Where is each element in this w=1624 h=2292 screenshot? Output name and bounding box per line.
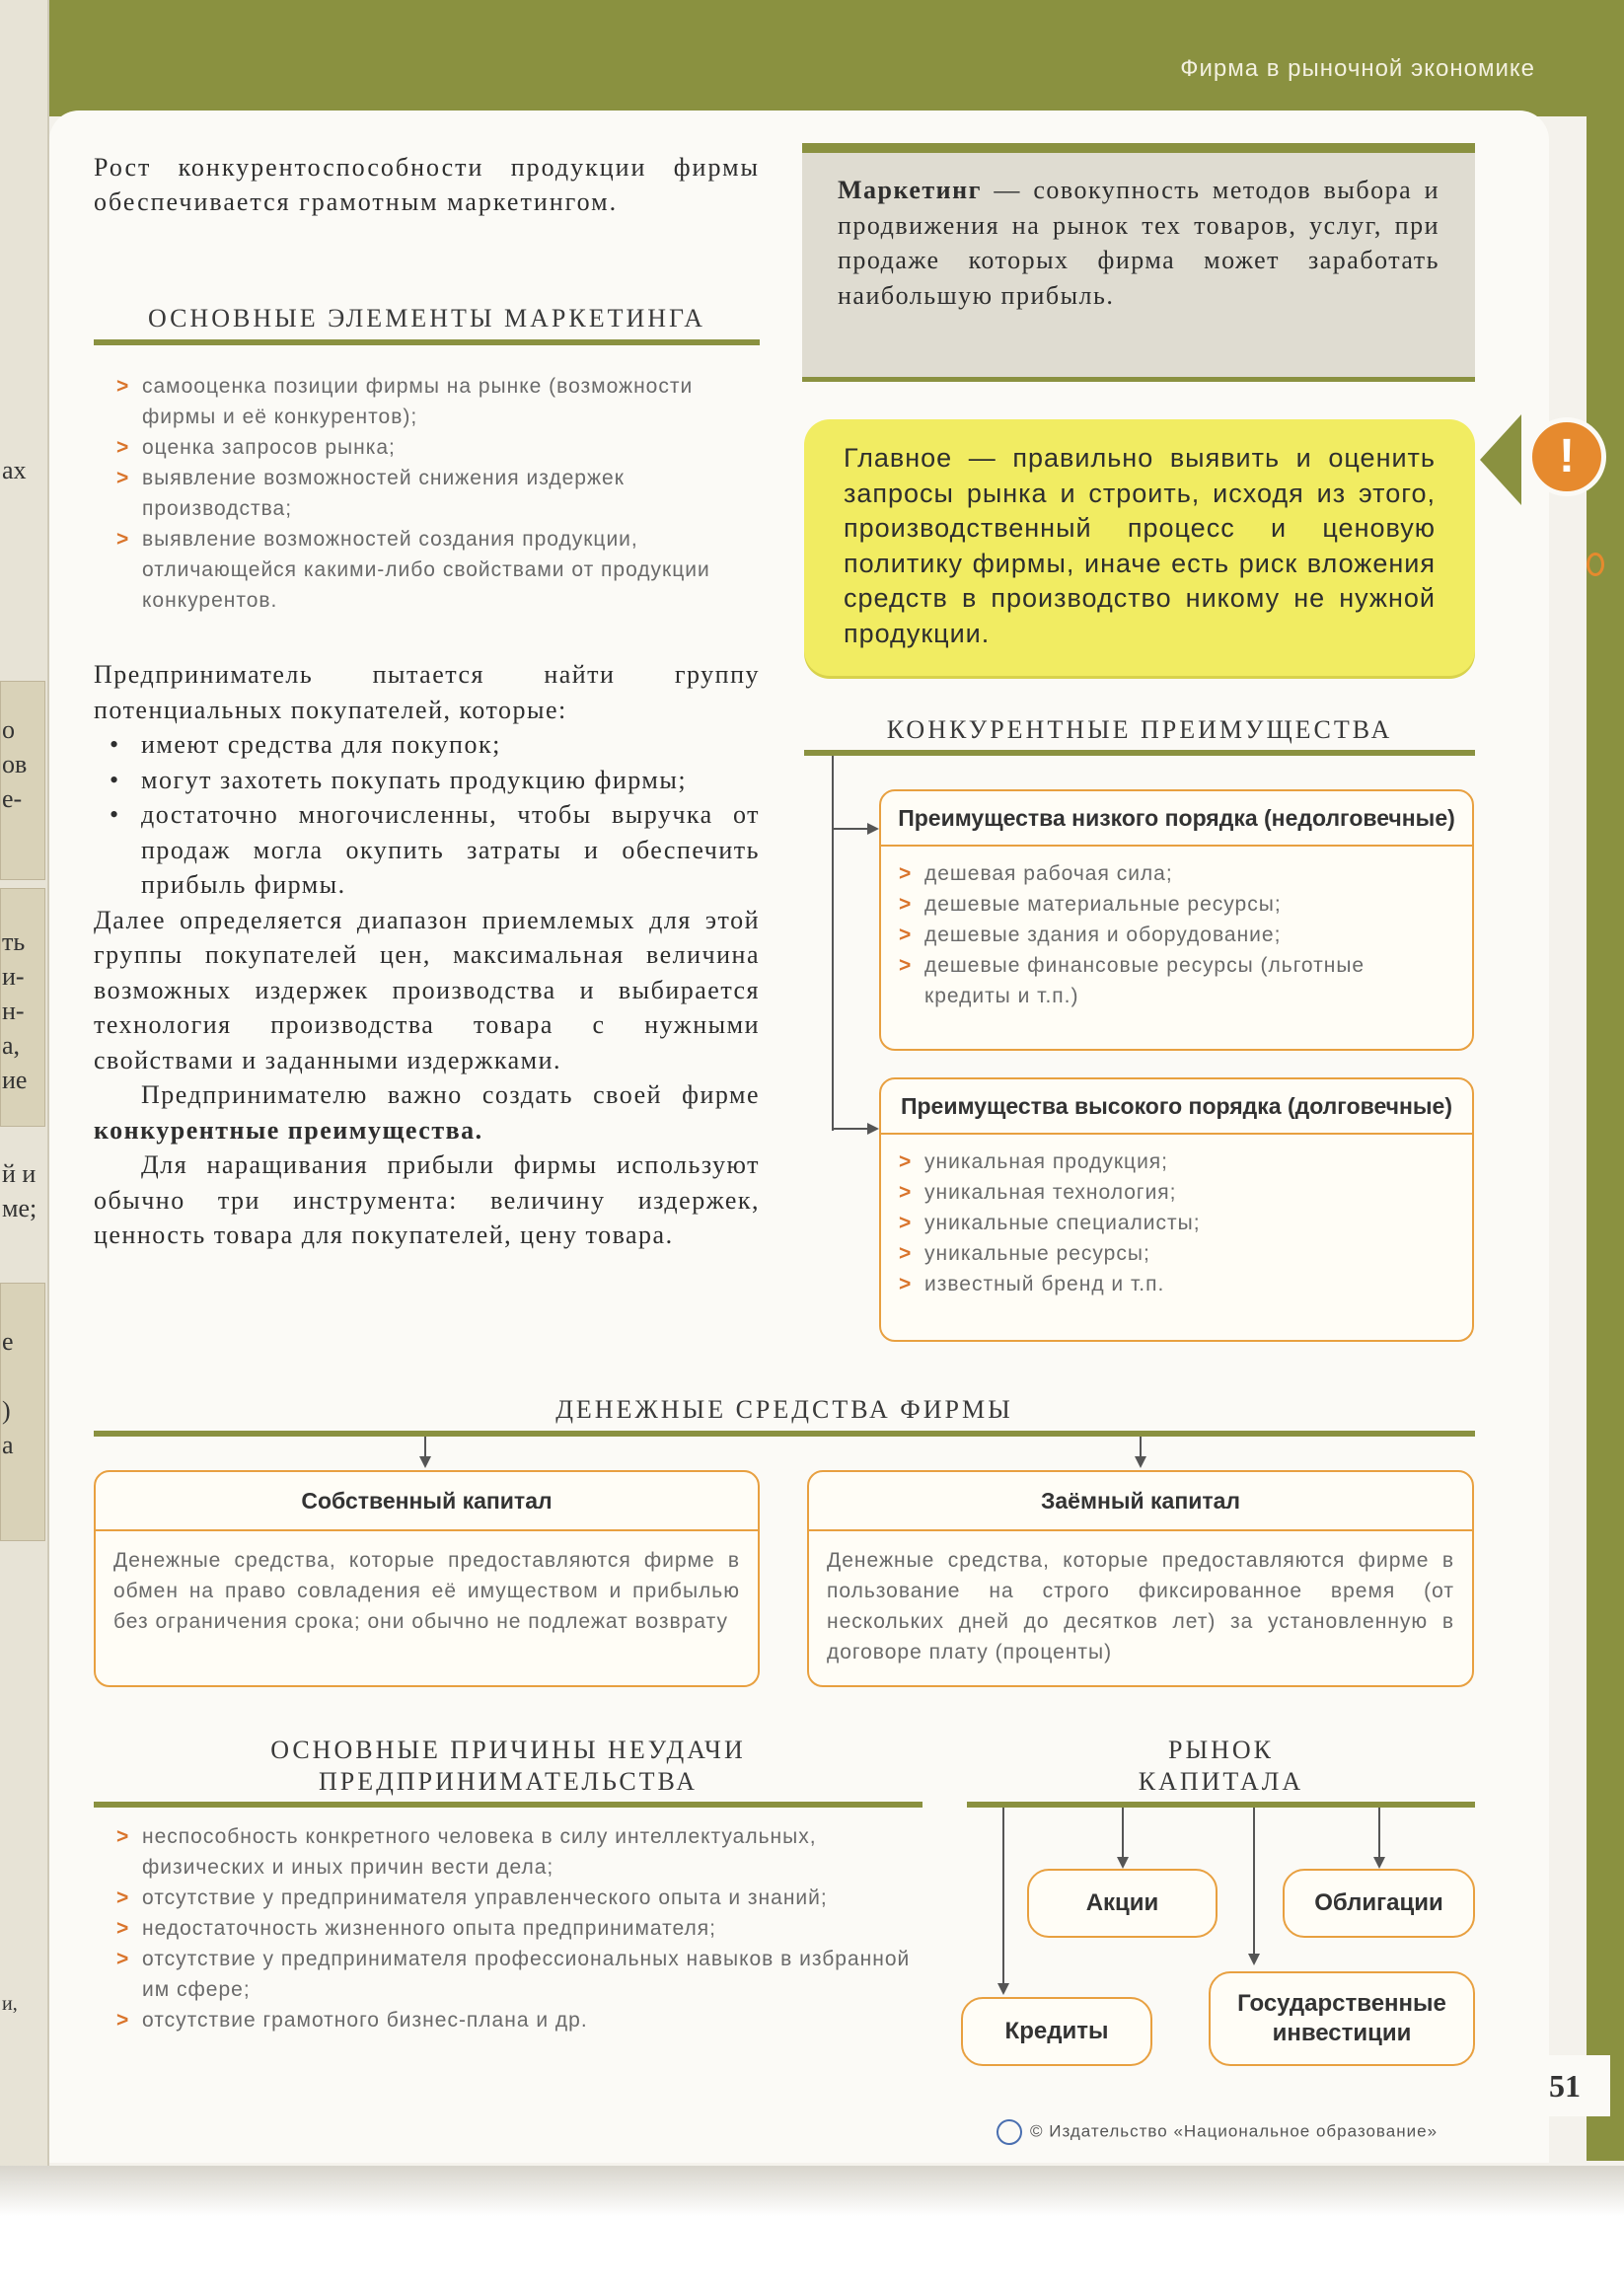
chevron-right-icon: > [116, 467, 130, 489]
arrow-down-icon [1135, 1456, 1146, 1468]
connector-line [1122, 1808, 1124, 1859]
list-item: > оценка запросов рынка; [116, 432, 763, 463]
list-item: > отсутствие у предпринимателя профессиональных навыков в избранной им сфере; [116, 1944, 925, 2005]
section-rule [94, 1802, 923, 1808]
box-title: Заёмный капитал [809, 1472, 1472, 1531]
prev-page-fragment: ) [2, 1396, 11, 1425]
list-item: > дешевые здания и оборудование; [899, 920, 1454, 950]
paragraph: Для наращивания прибыли фирмы используют обычно три инструмента: величину издержек, ценность товара для покупателей, цену товара. [94, 1150, 760, 1249]
list-item: > самооценка позиции фирмы на рынке (возможности фирмы и её конкурентов); [116, 371, 763, 432]
competitive-title: КОНКУРЕНТНЫЕ ПРЕИМУЩЕСТВА [886, 715, 1393, 744]
arrow-down-icon [1117, 1857, 1129, 1869]
previous-page-edge [0, 0, 49, 2171]
arrow-down-icon [419, 1456, 431, 1468]
section-rule [94, 339, 760, 345]
money-title: ДЕНЕЖНЫЕ СРЕДСТВА ФИРМЫ [555, 1395, 1013, 1424]
list-item: > выявление возможностей снижения издержек производства; [116, 463, 763, 524]
high-order-advantages-box [879, 1077, 1474, 1342]
chevron-right-icon: > [899, 893, 913, 916]
chevron-right-icon: > [899, 1273, 913, 1295]
key-note-box: Главное — правильно выявить и оценить запросы рынка и строить, исходя из этого, производственный процесс и ценовую политику фирмы, иначе есть риск вложения средств в производство никому не нужной продукции. [804, 419, 1475, 676]
list-item: > недостаточность жизненного опыта предпринимателя; [116, 1913, 925, 1944]
prev-page-fragment: н- [2, 997, 25, 1025]
right-margin-band [1587, 99, 1624, 2161]
list-item: • могут захотеть покупать продукцию фирмы; [94, 763, 760, 798]
marketing-elements-title: ОСНОВНЫЕ ЭЛЕМЕНТЫ МАРКЕТИНГА [147, 304, 706, 333]
prev-page-tab [0, 681, 45, 880]
connector-line [1253, 1808, 1255, 1956]
prev-page-fragment: и- [2, 962, 25, 991]
chevron-right-icon: > [116, 2009, 130, 2032]
box-title: Преимущества высокого порядка (долговечные) [881, 1079, 1472, 1135]
chevron-right-icon: > [899, 924, 913, 946]
box-title: Преимущества низкого порядка (недолговечные) [881, 791, 1472, 847]
list-item: • достаточно многочисленны, чтобы выручка от продаж могла окупить затраты и обеспечить прибыль фирмы. [94, 797, 760, 903]
chevron-right-icon: > [899, 1212, 913, 1234]
publisher-logo-icon [997, 2119, 1022, 2145]
connector-line [832, 1128, 869, 1130]
connector-line [1140, 1437, 1142, 1458]
credits-box: Кредиты [961, 1997, 1152, 2066]
buyer-criteria-list [94, 727, 760, 903]
bullet-icon: • [110, 730, 120, 759]
low-order-list [881, 847, 1472, 1023]
failure-reasons-list [116, 1821, 925, 2035]
page-number: 51 [1519, 2055, 1610, 2116]
page-bottom-shadow [0, 2166, 1624, 2292]
marketing-elements-list [116, 371, 763, 616]
chevron-right-icon: > [116, 1948, 130, 1970]
paragraph: Далее определяется диапазон приемлемых для этой группы покупателей цен, максимальная величина возможных издержек производства и выбирается технология производства товара с нужными свойствами и заданными издержками. [94, 905, 760, 1074]
list-item: > известный бренд и т.п. [899, 1269, 1454, 1299]
prev-page-fragment: ме; [2, 1194, 37, 1222]
list-item: > уникальные ресурсы; [899, 1238, 1454, 1269]
chevron-right-icon: > [116, 375, 130, 398]
bold-term: конкурентные преимущества. [94, 1115, 483, 1145]
own-capital-box [94, 1470, 760, 1687]
list-item: > уникальная технология; [899, 1177, 1454, 1208]
prev-page-fragment: а, [2, 1031, 21, 1060]
state-investments-box: Государственные инвестиции [1209, 1971, 1475, 2066]
section-rule [94, 1431, 1475, 1437]
list-item: • имеют средства для покупок; [94, 727, 760, 763]
box-text: Денежные средства, которые предоставляются фирме в обмен на право совладения её имуществом и прибылью без ограничения срока; они обычно не подлежат возврату [113, 1549, 740, 1633]
chevron-right-icon: > [899, 862, 913, 885]
chevron-right-icon: > [116, 1825, 130, 1848]
chevron-right-icon: > [899, 1242, 913, 1265]
running-header: Фирма в рыночной экономике [1180, 55, 1535, 82]
arrow-right-icon [867, 823, 879, 835]
arrow-down-icon [1248, 1954, 1260, 1965]
chevron-right-icon: > [899, 1181, 913, 1204]
copyright: © Издательство «Национальное образование» [997, 2119, 1438, 2145]
chevron-right-icon: > [116, 1886, 130, 1909]
list-item: > отсутствие грамотного бизнес-плана и др. [116, 2005, 925, 2035]
prev-page-fragment: е [2, 1327, 14, 1356]
prev-page-fragment: е- [2, 784, 23, 813]
definition-box [802, 143, 1475, 382]
list-item: > неспособность конкретного человека в силу интеллектуальных, физических и иных причин вести дела; [116, 1821, 925, 1883]
bullet-icon: • [110, 800, 120, 829]
bonds-box: Облигации [1283, 1869, 1475, 1938]
prev-page-fragment: ах [2, 456, 27, 484]
list-item: > дешевые материальные ресурсы; [899, 889, 1454, 920]
list-item: > дешевые финансовые ресурсы (льготные кредиты и т.п.) [899, 950, 1454, 1011]
prev-page-fragment: ие [2, 1066, 28, 1094]
connector-line [832, 828, 869, 830]
body-text [94, 657, 760, 1253]
chevron-right-icon: > [899, 1150, 913, 1173]
borrowed-capital-box [807, 1470, 1474, 1687]
arrow-right-icon [867, 1123, 879, 1135]
high-order-list [881, 1135, 1472, 1311]
prev-page-fragment: а [2, 1431, 14, 1459]
connector-line [832, 756, 834, 1131]
chevron-right-icon: > [116, 436, 130, 459]
section-rule [804, 750, 1475, 756]
intro-paragraph: Рост конкурентоспособности продукции фирмы обеспечивается грамотным маркетингом. [94, 153, 760, 216]
bullet-icon: • [110, 765, 120, 794]
box-title: Собственный капитал [96, 1472, 758, 1531]
definition-text: — совокупность методов выбора и продвижения на рынок тех товаров, услуг, при продаже которых фирма может заработать наибольшую прибыль. [838, 176, 1439, 310]
list-item: > уникальная продукция; [899, 1146, 1454, 1177]
prev-page-fragment: о [2, 715, 15, 744]
list-item: > выявление возможностей создания продукции, отличающейся какими-либо свойствами от продукции конкурентов. [116, 524, 763, 616]
chevron-right-icon: > [899, 954, 913, 977]
margin-marker-icon [1587, 553, 1604, 576]
paragraph: Предприниматель пытается найти группу потенциальных покупателей, которые: [94, 660, 760, 724]
shares-box: Акции [1027, 1869, 1218, 1938]
exclamation-icon: ! [1527, 417, 1606, 496]
list-item: > уникальные специалисты; [899, 1208, 1454, 1238]
capital-market-title: РЫНОК КАПИТАЛА [1138, 1736, 1304, 1796]
low-order-advantages-box [879, 789, 1474, 1051]
prev-page-fragment: и, [2, 1993, 18, 2015]
prev-page-fragment: й и [2, 1159, 37, 1188]
chevron-right-icon: > [116, 1917, 130, 1940]
arrow-down-icon [1373, 1857, 1385, 1869]
prev-page-fragment: ть [2, 927, 26, 956]
list-item: > дешевая рабочая сила; [899, 858, 1454, 889]
list-item: > отсутствие у предпринимателя управленческого опыта и знаний; [116, 1883, 925, 1913]
chevron-right-icon: > [116, 528, 130, 551]
failure-title: ОСНОВНЫЕ ПРИЧИНЫ НЕУДАЧИ ПРЕДПРИНИМАТЕЛЬСТВА [270, 1736, 746, 1796]
connector-line [1378, 1808, 1380, 1859]
definition-term: Маркетинг [838, 176, 982, 204]
prev-page-fragment: ов [2, 750, 28, 778]
paragraph: Предпринимателю важно создать своей фирме конкурентные преимущества. [94, 1080, 760, 1145]
section-rule [967, 1802, 1475, 1808]
box-text: Денежные средства, которые предоставляются фирме в пользование на строго фиксированное время (от нескольких дней до десятков лет) за установленную в договоре плату (проценты) [827, 1549, 1454, 1664]
connector-line [424, 1437, 426, 1458]
note-pointer [1480, 414, 1521, 505]
connector-line [1002, 1808, 1004, 1985]
arrow-down-icon [997, 1983, 1009, 1995]
